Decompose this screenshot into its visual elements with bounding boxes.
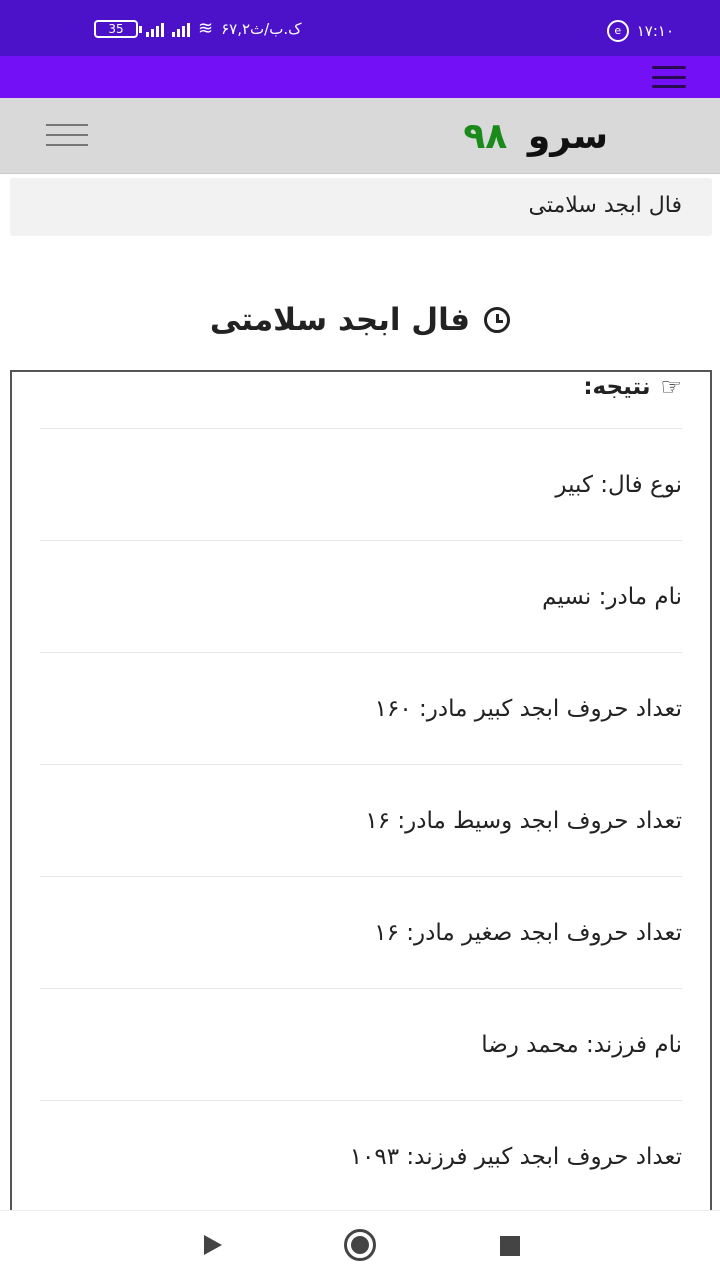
result-item: تعداد حروف ابجد صغیر مادر: ۱۶ [40, 876, 682, 988]
home-icon[interactable] [344, 1229, 376, 1261]
result-item: تعداد حروف ابجد کبیر فرزند: ۱۰۹۳ [40, 1100, 682, 1212]
result-item: نام مادر: نسیم [40, 540, 682, 652]
page-title-text: فال ابجد سلامتی [209, 302, 471, 338]
app-notification-icon: e [607, 20, 629, 42]
signal-icon [146, 21, 164, 37]
status-bar [0, 0, 720, 56]
status-left [94, 20, 302, 38]
hamburger-menu-icon[interactable] [652, 66, 686, 88]
result-list [40, 428, 682, 1212]
status-right [607, 20, 674, 42]
recent-apps-icon[interactable] [500, 1236, 520, 1256]
system-nav-bar [0, 1210, 720, 1280]
battery-icon: 35 [94, 20, 138, 38]
result-item: تعداد حروف ابجد کبیر مادر: ۱۶۰ [40, 652, 682, 764]
app-bar [0, 56, 720, 98]
site-menu-icon[interactable] [46, 124, 88, 146]
clock-icon [484, 307, 510, 333]
result-item: نوع فال: کبیر [40, 428, 682, 540]
clock-time: ۱۷:۱۰ [636, 22, 674, 40]
logo-number: ۹۸ [463, 116, 508, 157]
site-header [0, 98, 720, 174]
result-heading [12, 370, 710, 428]
signal-icon-2 [172, 21, 190, 37]
breadcrumb: فال ابجد سلامتی [10, 178, 712, 236]
hand-pointing-icon: ☞ [660, 373, 682, 401]
site-logo[interactable] [463, 116, 608, 157]
result-item: نام فرزند: محمد رضا [40, 988, 682, 1100]
result-panel [10, 370, 712, 1230]
back-icon[interactable] [204, 1235, 222, 1255]
wifi-icon: ≋ [198, 18, 214, 39]
page-title [0, 292, 720, 348]
result-item: تعداد حروف ابجد وسیط مادر: ۱۶ [40, 764, 682, 876]
network-speed: ۶۷,۲ک.ب/ث [221, 20, 302, 38]
result-heading-text: نتیجه: [583, 374, 651, 400]
logo-word: سرو [527, 116, 608, 157]
